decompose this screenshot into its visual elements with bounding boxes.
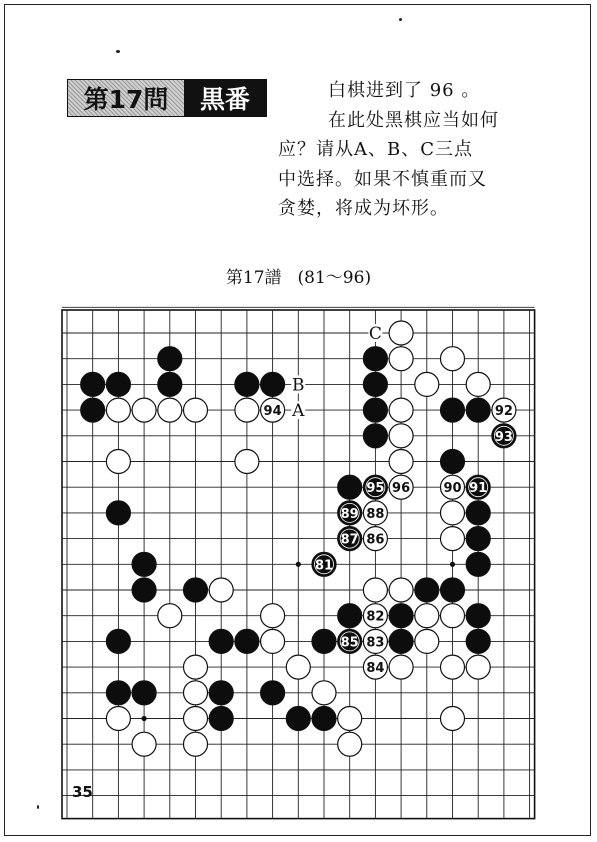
black-stone xyxy=(312,629,336,653)
black-stone xyxy=(415,578,439,602)
white-stone xyxy=(106,707,130,731)
black-stone xyxy=(261,681,285,705)
black-stone xyxy=(286,707,310,731)
turn-label: 黒番 xyxy=(184,80,266,116)
white-stone xyxy=(209,578,233,602)
move-number: 81 xyxy=(314,558,334,574)
white-stone xyxy=(415,372,439,396)
white-stone xyxy=(363,578,387,602)
white-stone xyxy=(158,604,182,628)
star-point xyxy=(142,716,147,721)
black-stone xyxy=(209,707,233,731)
black-stone xyxy=(106,372,130,396)
white-stone xyxy=(415,604,439,628)
white-stone xyxy=(158,398,182,422)
white-stone xyxy=(441,347,465,371)
white-stone xyxy=(389,321,413,345)
problem-line-1: 白棋进到了 96 。 xyxy=(328,80,481,101)
move-number: 96 xyxy=(392,481,411,497)
black-stone xyxy=(466,501,490,525)
black-stone xyxy=(132,552,156,576)
white-stone xyxy=(389,578,413,602)
black-stone xyxy=(441,450,465,474)
move-number: 91 xyxy=(469,481,488,497)
black-stone xyxy=(363,424,387,448)
point-label-b: B xyxy=(292,375,305,396)
point-label-c: C xyxy=(368,324,382,344)
white-stone xyxy=(312,681,336,705)
problem-line-5: 贪婪，将成为坏形。 xyxy=(278,198,449,219)
move-number: 82 xyxy=(366,609,385,625)
move-number: 89 xyxy=(340,506,359,522)
black-stone xyxy=(466,552,490,576)
black-stone xyxy=(184,578,208,602)
move-number: 90 xyxy=(443,481,462,497)
point-label-a: A xyxy=(292,401,305,422)
black-stone xyxy=(261,372,285,396)
print-speck xyxy=(37,805,39,809)
black-stone xyxy=(338,604,362,628)
white-stone xyxy=(389,347,413,371)
white-stone xyxy=(235,398,259,422)
black-stone xyxy=(106,501,130,525)
black-stone xyxy=(158,347,182,371)
white-stone xyxy=(441,707,465,731)
white-stone xyxy=(235,450,259,474)
move-number: 88 xyxy=(366,506,385,522)
white-stone xyxy=(389,398,413,422)
black-stone xyxy=(441,398,465,422)
move-number: 92 xyxy=(494,404,513,420)
move-number: 93 xyxy=(494,429,513,445)
white-stone xyxy=(261,604,285,628)
black-stone xyxy=(466,527,490,551)
star-point xyxy=(296,562,301,567)
black-stone xyxy=(235,372,259,396)
problem-line-4: 中选择。如果不慎重而又 xyxy=(278,168,487,190)
white-stone xyxy=(106,398,130,422)
white-stone xyxy=(184,655,208,679)
diagram-range: (81～96) xyxy=(297,268,372,288)
white-stone xyxy=(441,501,465,525)
page-number: 35 xyxy=(72,783,93,801)
white-stone xyxy=(389,424,413,448)
white-stone xyxy=(441,527,465,551)
black-stone xyxy=(363,398,387,422)
diagram-title: 第17譜 xyxy=(225,268,282,288)
problem-label: 第17問 xyxy=(68,80,184,116)
problem-line-2: 在此处黑棋应当如何 xyxy=(328,109,499,131)
move-number: 87 xyxy=(340,532,359,548)
move-number: 85 xyxy=(340,635,359,651)
move-number: 94 xyxy=(263,404,282,420)
move-number: 83 xyxy=(366,635,385,651)
problem-line-3: 应？请从A、B、C三点 xyxy=(278,139,473,160)
black-stone xyxy=(106,681,130,705)
black-stone xyxy=(209,629,233,653)
black-stone xyxy=(466,629,490,653)
white-stone xyxy=(184,707,208,731)
black-stone xyxy=(132,681,156,705)
black-stone xyxy=(158,372,182,396)
black-stone xyxy=(312,707,336,731)
black-stone xyxy=(209,681,233,705)
white-stone xyxy=(389,655,413,679)
white-stone xyxy=(466,372,490,396)
black-stone xyxy=(441,578,465,602)
move-number: 84 xyxy=(366,661,385,677)
move-number: 86 xyxy=(366,532,385,548)
white-stone xyxy=(132,398,156,422)
white-stone xyxy=(415,629,439,653)
white-stone xyxy=(106,450,130,474)
black-stone xyxy=(106,629,130,653)
white-stone xyxy=(261,629,285,653)
move-number: 95 xyxy=(366,481,385,497)
black-stone xyxy=(235,629,259,653)
white-stone xyxy=(466,655,490,679)
black-stone xyxy=(81,398,105,422)
black-stone xyxy=(466,398,490,422)
white-stone xyxy=(441,655,465,679)
white-stone xyxy=(286,655,310,679)
white-stone xyxy=(338,732,362,756)
black-stone xyxy=(389,604,413,628)
white-stone xyxy=(184,732,208,756)
black-stone xyxy=(466,604,490,628)
black-stone xyxy=(132,578,156,602)
black-stone xyxy=(363,372,387,396)
white-stone xyxy=(441,604,465,628)
print-speck xyxy=(116,50,120,53)
print-speck xyxy=(399,18,402,21)
black-stone xyxy=(363,347,387,371)
white-stone xyxy=(184,681,208,705)
black-stone xyxy=(338,475,362,499)
white-stone xyxy=(338,707,362,731)
white-stone xyxy=(184,398,208,422)
black-stone xyxy=(389,629,413,653)
star-point xyxy=(450,562,455,567)
white-stone xyxy=(132,732,156,756)
white-stone xyxy=(389,450,413,474)
black-stone xyxy=(81,372,105,396)
